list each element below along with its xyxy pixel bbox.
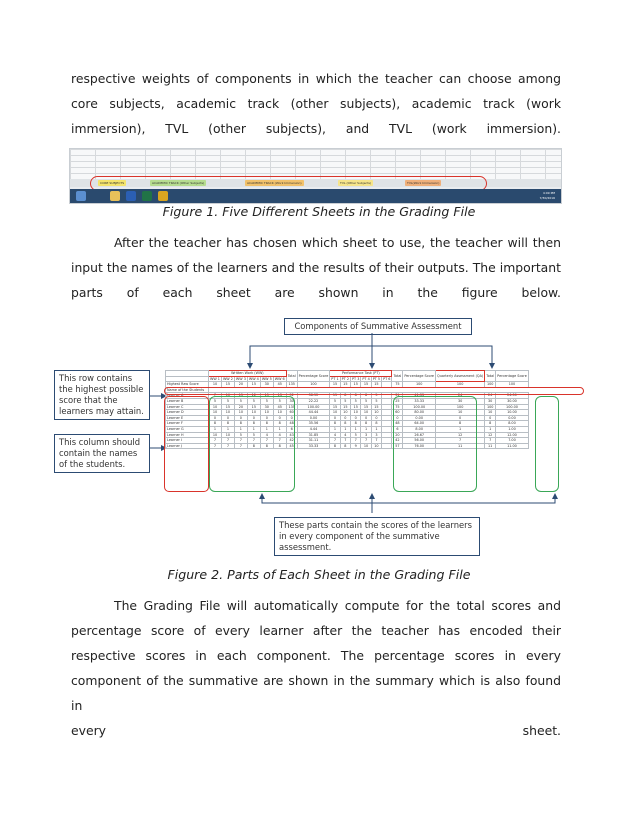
highest-score-cell[interactable]: 15 <box>247 382 260 388</box>
score-cell[interactable]: 135 <box>286 404 297 410</box>
score-cell[interactable]: 100.00 <box>496 404 529 410</box>
highest-score-cell[interactable]: 20 <box>234 382 247 388</box>
score-cell[interactable]: 22.22 <box>297 398 330 404</box>
paragraph-after-choose <box>71 230 561 305</box>
score-cell[interactable]: 5 <box>340 398 350 404</box>
score-cell[interactable]: 8 <box>330 443 340 449</box>
score-cell[interactable]: 10 <box>209 432 222 438</box>
score-cell[interactable]: 0 <box>221 415 234 421</box>
score-cell[interactable]: 0.00 <box>297 415 330 421</box>
score-cell[interactable]: 4 <box>273 432 286 438</box>
arrow-to-ww-scores <box>262 494 372 513</box>
score-cell[interactable]: 7 <box>247 438 260 444</box>
text-line: immersion), TVL (other subjects), and TVL (work immersion). <box>71 121 561 136</box>
score-cell[interactable]: 8 <box>371 421 381 427</box>
score-cell[interactable]: 10 <box>371 410 381 416</box>
highest-score-cell[interactable]: 75 <box>392 382 403 388</box>
pt1-header: PT 1 <box>331 376 339 381</box>
windows-icon[interactable] <box>76 191 86 201</box>
score-cell[interactable]: 10 <box>330 410 340 416</box>
score-cell[interactable]: 15 <box>260 393 273 399</box>
score-cell[interactable]: 0 <box>209 415 222 421</box>
score-cell[interactable]: 7 <box>234 438 247 444</box>
highest-score-cell[interactable]: 100 <box>485 382 496 388</box>
score-cell[interactable]: 8.00 <box>403 426 436 432</box>
score-cell[interactable]: 10 <box>361 410 371 416</box>
score-cell[interactable]: 8 <box>234 421 247 427</box>
learner-name-cell[interactable]: Learner H <box>166 432 209 438</box>
score-cell[interactable]: 0 <box>286 415 297 421</box>
score-cell[interactable]: 1 <box>247 426 260 432</box>
score-cell[interactable]: 8 <box>330 421 340 427</box>
score-cell[interactable]: 11 <box>436 443 485 449</box>
score-cell[interactable]: 33.33 <box>297 443 330 449</box>
text-line: After the teacher has chosen which sheet to use, the teacher will then <box>114 235 561 250</box>
score-cell[interactable]: 5 <box>371 398 381 404</box>
score-cell[interactable]: 10 <box>371 443 381 449</box>
chrome-icon[interactable] <box>158 191 168 201</box>
score-cell[interactable]: 5 <box>361 398 371 404</box>
score-cell[interactable]: 10 <box>436 410 485 416</box>
text-line: respective scores in each component. The percentage scores in every <box>71 648 561 663</box>
score-cell[interactable]: 5 <box>351 432 361 438</box>
score-cell[interactable]: 56.00 <box>403 438 436 444</box>
learner-name-cell[interactable]: Learner D <box>166 410 209 416</box>
pt4-header: PT 4 <box>362 376 370 381</box>
score-cell[interactable]: 0 <box>234 415 247 421</box>
highest-score-cell[interactable]: 15 <box>340 382 350 388</box>
score-cell[interactable]: 15 <box>371 404 381 410</box>
ww6-header: WW 6 <box>274 376 285 381</box>
score-cell[interactable]: 10 <box>234 410 247 416</box>
score-cell[interactable]: 5 <box>221 398 234 404</box>
score-cell[interactable]: 15 <box>247 404 260 410</box>
sheet-tab-core[interactable]: CORE SUBJECTS <box>100 181 125 185</box>
paragraph-grading-file <box>71 593 561 743</box>
score-cell[interactable]: 10 <box>221 432 234 438</box>
score-cell[interactable]: 7 <box>221 438 234 444</box>
score-cell[interactable]: 8 <box>273 421 286 427</box>
highest-score-cell[interactable]: 135 <box>286 382 297 388</box>
score-cell[interactable]: 8 <box>436 421 485 427</box>
text-line: respective weights of components in which the teacher can choose among <box>71 71 561 86</box>
score-cell[interactable]: 30 <box>485 398 496 404</box>
score-cell[interactable]: 13 <box>273 393 286 399</box>
score-cell[interactable]: 8 <box>273 443 286 449</box>
score-cell[interactable]: 0.00 <box>496 415 529 421</box>
score-cell[interactable]: 1 <box>436 426 485 432</box>
score-cell[interactable]: 24 <box>436 393 485 399</box>
score-cell[interactable]: 3 <box>371 432 381 438</box>
highest-score-row-highlight <box>164 387 584 395</box>
highest-score-cell[interactable]: 45 <box>273 382 286 388</box>
qa-total-header: Total <box>485 371 496 382</box>
score-cell[interactable]: 30 <box>260 404 273 410</box>
score-cell[interactable]: 10 <box>361 443 371 449</box>
sheet-tab-tvl-other[interactable]: TVL (Other Subjects) <box>340 181 372 185</box>
score-cell[interactable]: 26.67 <box>403 432 436 438</box>
ww-total-header: Total <box>286 371 297 382</box>
score-cell[interactable]: 8 <box>485 421 496 427</box>
score-cell[interactable]: 35.56 <box>297 421 330 427</box>
score-cell[interactable]: 0 <box>260 415 273 421</box>
pt5-header: PT 5 <box>372 376 381 381</box>
score-cell[interactable]: 11 <box>485 443 496 449</box>
highest-score-cell[interactable]: 15 <box>351 382 361 388</box>
score-cell[interactable]: 1 <box>221 426 234 432</box>
score-cell[interactable]: 12.00 <box>496 432 529 438</box>
excel-icon[interactable] <box>142 191 152 201</box>
score-cell[interactable]: 7 <box>273 438 286 444</box>
highest-score-cell[interactable]: 15 <box>361 382 371 388</box>
score-cell[interactable]: 1 <box>340 426 350 432</box>
ww5-header: WW 5 <box>261 376 272 381</box>
score-cell[interactable]: 6 <box>286 426 297 432</box>
text-line: input the names of the learners and the results of their outputs. The important <box>71 260 561 275</box>
taskbar-clock <box>540 191 555 201</box>
explorer-icon[interactable] <box>110 191 120 201</box>
score-cell[interactable]: 31 <box>392 393 403 399</box>
score-cell[interactable]: 1.00 <box>496 426 529 432</box>
sheet-tab-tvl-work[interactable]: TVL(Work Immersion) <box>407 181 440 185</box>
score-cell[interactable]: 6 <box>392 426 403 432</box>
score-cell[interactable]: 7 <box>371 438 381 444</box>
names-column-highlight <box>164 396 209 492</box>
score-cell[interactable]: 0 <box>485 415 496 421</box>
figure2-caption: Figure 2. Parts of Each Sheet in the Grading File <box>167 567 471 582</box>
score-cell[interactable]: 15 <box>340 404 350 410</box>
text-line: component of the summative are shown in the summary which is also found in <box>71 673 561 713</box>
score-cell[interactable]: 30 <box>436 398 485 404</box>
score-cell[interactable]: 20 <box>392 432 403 438</box>
score-cell[interactable]: 1 <box>234 426 247 432</box>
score-cell[interactable]: 8 <box>340 393 350 399</box>
score-cell[interactable]: 30.00 <box>496 398 529 404</box>
score-cell[interactable]: 10 <box>273 410 286 416</box>
spreadsheet-grid <box>70 149 561 179</box>
score-cell[interactable]: 5 <box>351 398 361 404</box>
score-cell[interactable]: 0 <box>273 415 286 421</box>
score-cell[interactable]: 80.00 <box>403 410 436 416</box>
score-cell[interactable]: 7 <box>436 438 485 444</box>
score-cell[interactable]: 5 <box>209 398 222 404</box>
clock-time: 4:09 PM <box>542 191 555 195</box>
score-cell[interactable]: 0 <box>330 415 340 421</box>
ww4-header: WW 4 <box>248 376 259 381</box>
score-cell[interactable]: 20 <box>234 404 247 410</box>
pt-scores-highlight <box>393 396 477 492</box>
score-cell[interactable]: 10 <box>221 410 234 416</box>
learner-name-cell[interactable]: Learner A <box>166 393 209 399</box>
score-cell[interactable]: 5 <box>273 398 286 404</box>
score-cell[interactable]: 30 <box>286 398 297 404</box>
names-label: Name of the Students <box>166 387 209 393</box>
grading-sheet <box>165 370 585 492</box>
highest-score-cell[interactable]: 10 <box>209 382 222 388</box>
score-cell[interactable]: 100.00 <box>403 404 436 410</box>
score-cell[interactable]: 1 <box>485 426 496 432</box>
highest-score-cell[interactable]: 100 <box>297 382 330 388</box>
score-cell[interactable]: 100.00 <box>297 404 330 410</box>
score-cell[interactable]: 60 <box>286 410 297 416</box>
score-cell[interactable]: 7 <box>209 393 222 399</box>
score-cell[interactable]: 7.00 <box>496 438 529 444</box>
score-cell[interactable]: 4 <box>340 432 350 438</box>
score-cell[interactable]: 5 <box>247 432 260 438</box>
score-cell[interactable]: 8 <box>361 393 371 399</box>
score-cell[interactable]: 12 <box>485 432 496 438</box>
ww-pct-header: Percentage Score <box>297 371 330 382</box>
learner-name-cell[interactable]: Learner I <box>166 438 209 444</box>
qa-pct-header: Percentage Score <box>496 371 529 382</box>
score-cell[interactable]: 48 <box>286 421 297 427</box>
score-cell[interactable]: 7 <box>340 438 350 444</box>
score-cell[interactable]: 8 <box>361 421 371 427</box>
score-cell[interactable]: 15 <box>361 404 371 410</box>
figure1-caption: Figure 1. Five Different Sheets in the Grading File <box>162 204 476 219</box>
score-cell[interactable]: 41.33 <box>403 393 436 399</box>
text-line: The Grading File will automatically compute for the total scores and <box>114 598 561 613</box>
score-cell[interactable]: 48 <box>392 421 403 427</box>
score-cell[interactable]: 10 <box>340 410 350 416</box>
clock-date: 7/30/2016 <box>539 196 555 200</box>
arrow-to-ww <box>250 333 372 368</box>
learner-name-cell[interactable]: Learner C <box>166 404 209 410</box>
pt-total-header: Total <box>392 371 403 382</box>
ww-scores-highlight <box>209 396 295 492</box>
highest-score-cell[interactable]: 15 <box>221 382 234 388</box>
learner-name-cell[interactable]: Learner F <box>166 421 209 427</box>
score-cell[interactable]: 15 <box>221 404 234 410</box>
score-cell[interactable]: 8 <box>340 421 350 427</box>
score-cell[interactable]: 15 <box>234 393 247 399</box>
score-cell[interactable]: 4 <box>260 432 273 438</box>
highest-score-label: Highest Raw Score <box>166 382 209 388</box>
score-cell[interactable]: 100 <box>436 404 485 410</box>
score-cell[interactable]: 10 <box>221 393 234 399</box>
score-cell[interactable]: 25 <box>392 398 403 404</box>
score-cell[interactable]: 15 <box>330 404 340 410</box>
score-cell[interactable]: 10 <box>485 410 496 416</box>
score-cell[interactable]: 7 <box>260 438 273 444</box>
text-line: percentage score of every learner after the teacher has encoded their <box>71 623 561 638</box>
score-cell[interactable]: 5 <box>247 398 260 404</box>
score-cell[interactable]: 60 <box>392 410 403 416</box>
qa-scores-highlight <box>535 396 559 492</box>
highest-score-cell[interactable]: 100 <box>403 382 436 388</box>
score-cell[interactable]: 7 <box>209 443 222 449</box>
learner-name-cell[interactable]: Learner J <box>166 443 209 449</box>
score-cell[interactable]: 5 <box>234 432 247 438</box>
score-cell[interactable]: 42 <box>392 438 403 444</box>
highest-score-cell[interactable]: 30 <box>260 382 273 388</box>
score-cell[interactable]: 8 <box>247 443 260 449</box>
word-icon[interactable] <box>126 191 136 201</box>
score-cell[interactable]: 8.00 <box>496 421 529 427</box>
score-cell[interactable]: 4.44 <box>297 426 330 432</box>
score-cell[interactable]: 7 <box>209 438 222 444</box>
score-cell[interactable]: 42 <box>286 438 297 444</box>
score-cell[interactable]: 24 <box>485 393 496 399</box>
score-cell[interactable]: 0 <box>340 415 350 421</box>
learner-name-cell[interactable]: Learner G <box>166 426 209 432</box>
text-line: core subjects, academic track (other subjects), academic track (work <box>71 96 561 111</box>
score-cell[interactable]: 1 <box>361 426 371 432</box>
pt2-header: PT 2 <box>341 376 350 381</box>
score-cell[interactable]: 1 <box>260 426 273 432</box>
score-cell[interactable]: 8 <box>260 443 273 449</box>
learner-name-cell[interactable]: Learner B <box>166 398 209 404</box>
score-cell[interactable]: 8 <box>209 421 222 427</box>
score-cell[interactable]: 7 <box>351 438 361 444</box>
score-cell[interactable]: 1 <box>209 426 222 432</box>
highest-score-cell[interactable]: 15 <box>330 382 340 388</box>
score-cell[interactable]: 10 <box>351 410 361 416</box>
score-cell[interactable]: 24.00 <box>496 393 529 399</box>
score-cell[interactable]: 5 <box>330 398 340 404</box>
callout-components: Components of Summative Assessment <box>284 318 472 335</box>
score-cell[interactable]: 10 <box>260 410 273 416</box>
arrow-to-qa-scores <box>372 494 555 503</box>
score-cell[interactable]: 7 <box>330 438 340 444</box>
ww1-header: WW 1 <box>210 376 220 381</box>
score-cell[interactable]: 4 <box>330 432 340 438</box>
score-cell[interactable]: 31.85 <box>297 432 330 438</box>
score-cell[interactable]: 0.00 <box>403 415 436 421</box>
score-cell[interactable]: 64.00 <box>403 421 436 427</box>
score-cell[interactable]: 7 <box>234 443 247 449</box>
ww3-header: WW 3 <box>235 376 246 381</box>
score-cell[interactable]: 8 <box>340 443 350 449</box>
sheet-tab-academic-other[interactable]: ACADEMIC TRACK (Other Subjects) <box>152 181 205 185</box>
score-cell[interactable]: 1 <box>351 426 361 432</box>
score-cell[interactable]: 1 <box>273 426 286 432</box>
score-cell[interactable]: 31.11 <box>297 438 330 444</box>
score-cell[interactable]: 12 <box>247 393 260 399</box>
score-cell[interactable]: 0 <box>247 415 260 421</box>
score-cell[interactable]: 100 <box>485 404 496 410</box>
score-cell[interactable]: 15 <box>351 404 361 410</box>
score-cell[interactable]: 44.44 <box>297 410 330 416</box>
score-cell[interactable]: 8 <box>260 421 273 427</box>
callout-highest-score-row: This row contains the highest possible score that the learners may attain. <box>54 370 150 420</box>
ww-header: Written Work (WW) <box>209 371 287 377</box>
pt6-header: PT 6 <box>383 376 391 381</box>
score-cell[interactable]: 1 <box>371 426 381 432</box>
score-cell[interactable]: 33.33 <box>403 398 436 404</box>
callout-scores: These parts contain the scores of the learners in every component of the summative assessment. <box>274 517 480 556</box>
score-cell[interactable]: 45 <box>273 404 286 410</box>
score-cell[interactable]: 3 <box>361 432 371 438</box>
score-cell[interactable]: 0 <box>436 415 485 421</box>
score-cell[interactable]: 7 <box>361 438 371 444</box>
score-cell[interactable]: 9 <box>351 443 361 449</box>
ww2-header: WW 2 <box>222 376 233 381</box>
score-cell[interactable]: 5 <box>371 393 381 399</box>
score-cell[interactable]: 8 <box>221 421 234 427</box>
qa-header: Quarterly Assessment (QA) <box>436 371 485 382</box>
learner-name-cell[interactable]: Learner E <box>166 415 209 421</box>
pt-pct-header: Percentage Score <box>403 371 436 382</box>
score-cell[interactable]: 0 <box>351 415 361 421</box>
pt-header: Performance Task (PT) <box>330 371 392 377</box>
paragraph-weights <box>71 66 561 141</box>
score-cell[interactable]: 10 <box>209 404 222 410</box>
score-cell[interactable]: 45 <box>286 443 297 449</box>
score-cell[interactable]: 38.52 <box>297 393 330 399</box>
score-cell[interactable]: 8 <box>247 421 260 427</box>
text-line: parts of each sheet are shown in the figure below. <box>71 285 561 300</box>
score-cell[interactable]: 52 <box>286 393 297 399</box>
sheet-tab-academic-work[interactable]: ACADEMIC TRACK (Work Immersion) <box>247 181 302 185</box>
score-cell[interactable]: 57 <box>392 443 403 449</box>
score-cell[interactable]: 15 <box>330 393 340 399</box>
score-cell[interactable]: 7 <box>221 443 234 449</box>
score-cell[interactable]: 75 <box>392 404 403 410</box>
score-cell[interactable] <box>382 443 392 449</box>
score-cell[interactable]: 10 <box>247 410 260 416</box>
score-cell[interactable]: 0 <box>392 415 403 421</box>
score-cell[interactable]: 43 <box>286 432 297 438</box>
callout-names-column: This column should contain the names of the students. <box>54 434 150 473</box>
score-cell[interactable]: 0 <box>361 415 371 421</box>
score-cell[interactable]: 10 <box>209 410 222 416</box>
score-cell[interactable]: 5 <box>260 398 273 404</box>
highest-score-cell[interactable]: 15 <box>371 382 381 388</box>
score-cell[interactable]: 5 <box>234 398 247 404</box>
score-cell[interactable]: 76.00 <box>403 443 436 449</box>
score-cell[interactable]: 10.00 <box>496 410 529 416</box>
score-cell[interactable]: 1 <box>330 426 340 432</box>
score-cell[interactable]: 7 <box>485 438 496 444</box>
score-cell[interactable]: 12 <box>436 432 485 438</box>
score-cell[interactable]: 8 <box>351 393 361 399</box>
score-cell[interactable]: 11.00 <box>496 443 529 449</box>
score-cell[interactable]: 8 <box>351 421 361 427</box>
figure1-screenshot <box>69 148 562 204</box>
highest-score-cell[interactable]: 100 <box>496 382 529 388</box>
highest-score-cell[interactable]: 100 <box>436 382 485 388</box>
score-cell[interactable]: 0 <box>371 415 381 421</box>
arrow-to-qa <box>372 346 492 368</box>
text-line: every sheet. <box>71 723 561 738</box>
pt3-header: PT 3 <box>352 376 360 381</box>
